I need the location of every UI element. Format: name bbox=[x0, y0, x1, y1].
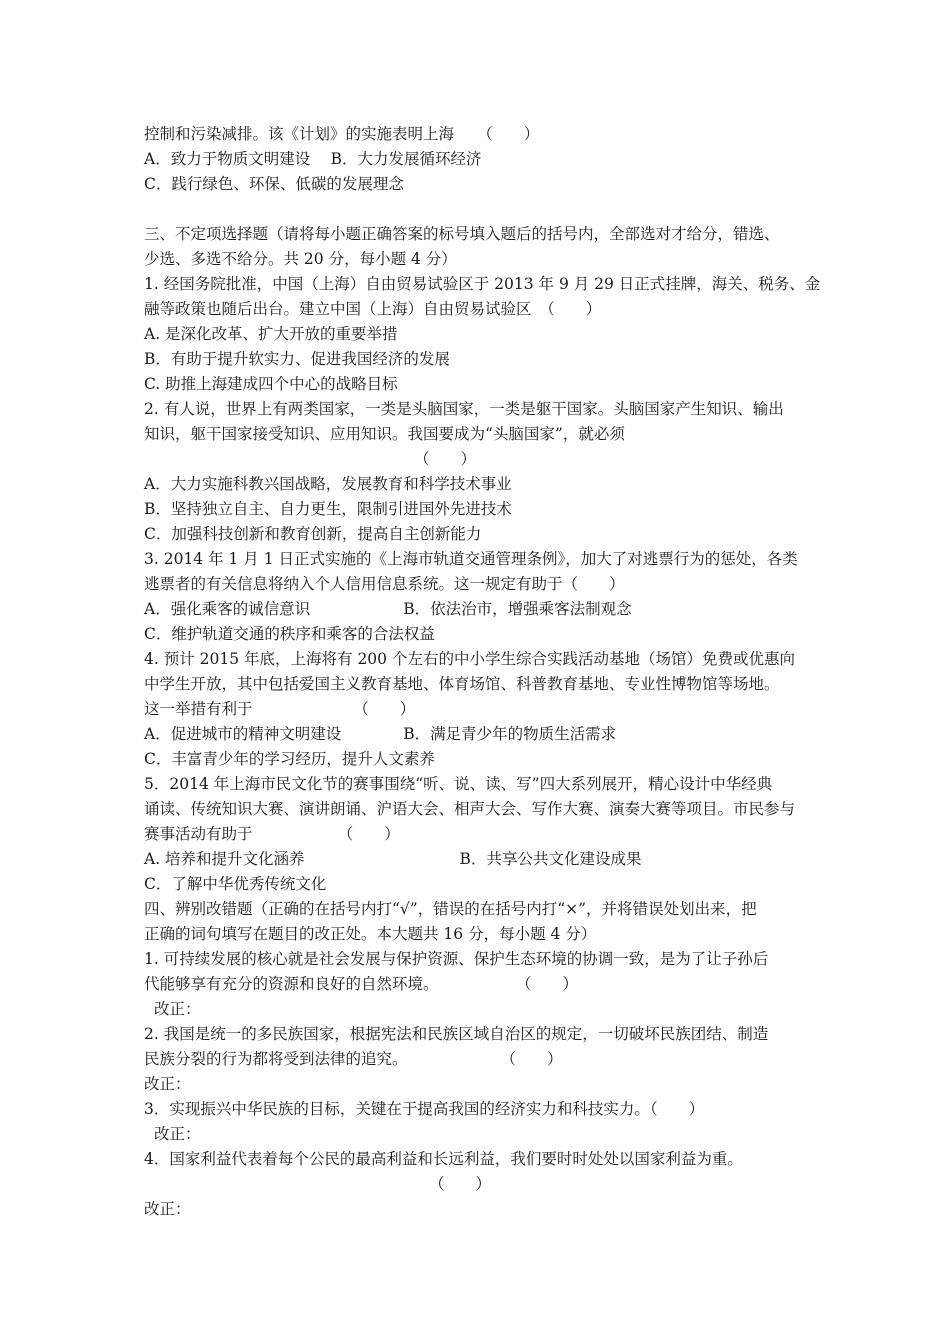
option-line: C．了解中华优秀传统文化 bbox=[144, 875, 327, 893]
correction-label: 改正： bbox=[154, 1125, 201, 1143]
option-line: A．致力于物质文明建设 B．大力发展循环经济 bbox=[144, 150, 482, 168]
question-line: 4．国家利益代表着每个公民的最高利益和长远利益，我们要时时处处以国家利益为重。 bbox=[144, 1150, 743, 1168]
question-line: 5．2014 年上海市民文化节的赛事围绕“听、说、读、写”四大系列展开，精心设计中华经典 bbox=[144, 775, 773, 793]
option-line: C．丰富青少年的学习经历，提升人文素养 bbox=[144, 750, 435, 768]
correction-label: 改正： bbox=[154, 1000, 201, 1018]
option-line: A. 培养和提升文化涵养 B．共享公共文化建设成果 bbox=[144, 850, 642, 868]
option-line: A．强化乘客的诚信意识 B．依法治市，增强乘客法制观念 bbox=[144, 600, 632, 618]
section-heading-cont: 正确的词句填写在题目的改正处。本大题共 16 分，每小题 4 分） bbox=[144, 925, 597, 943]
blank-gap bbox=[144, 197, 814, 222]
document-page bbox=[144, 122, 821, 1222]
question-line: 民族分裂的行为都将受到法律的追究。 （ ） bbox=[144, 1050, 563, 1068]
question-line: 1. 经国务院批准，中国（上海）自由贸易试验区于 2013 年 9 月 29 日正式挂牌，海关、税务、金 bbox=[144, 275, 821, 293]
question-line: 融等政策也随后出台。建立中国（上海）自由贸易试验区 （ ） bbox=[144, 300, 602, 318]
question-line: 知识，躯干国家接受知识、应用知识。我国要成为“头脑国家”，就必须 bbox=[144, 425, 625, 443]
option-line: C．践行绿色、环保、低碳的发展理念 bbox=[144, 175, 404, 193]
option-line: B．坚持独立自主、自力更生，限制引进国外先进技术 bbox=[144, 500, 512, 518]
question-line: 中学生开放，其中包括爱国主义教育基地、体育场馆、科普教育基地、专业性博物馆等场地。 bbox=[144, 675, 780, 693]
section-heading: 四、辨别改错题（正确的在括号内打“√”，错误的在括号内打“×”，并将错误处划出来，把 bbox=[144, 900, 757, 918]
correction-label: 改正： bbox=[144, 1075, 191, 1093]
question-line: 2. 有人说，世界上有两类国家，一类是头脑国家，一类是躯干国家。头脑国家产生知识、输出 bbox=[144, 400, 784, 418]
option-line: C．加强科技创新和教育创新，提高自主创新能力 bbox=[144, 525, 482, 543]
question-line: 代能够享有充分的资源和良好的自然环境。 （ ） bbox=[144, 975, 579, 993]
option-line: A．大力实施科教兴国战略，发展教育和科学技术事业 bbox=[144, 475, 512, 493]
option-line: C．维护轨道交通的秩序和乘客的合法权益 bbox=[144, 625, 435, 643]
answer-bracket: （ ） bbox=[414, 450, 477, 468]
option-line: B．有助于提升软实力、促进我国经济的发展 bbox=[144, 350, 450, 368]
question-line: 2. 我国是统一的多民族国家，根据宪法和民族区域自治区的规定，一切破坏民族团结、制造 bbox=[144, 1025, 769, 1043]
correction-label: 改正： bbox=[144, 1200, 191, 1218]
option-line: A. 是深化改革、扩大开放的重要举措 bbox=[144, 325, 398, 343]
option-line: A．促进城市的精神文明建设 B．满足青少年的物质生活需求 bbox=[144, 725, 617, 743]
question-line: 3．实现振兴中华民族的目标，关键在于提高我国的经济实力和科技实力。（ ） bbox=[144, 1100, 705, 1118]
question-line: 3. 2014 年 1 月 1 日正式实施的《上海市轨道交通管理条例》，加大了对逃票行为的惩处，各类 bbox=[144, 550, 798, 568]
answer-bracket: （ ） bbox=[429, 1175, 492, 1193]
question-line: 4. 预计 2015 年底，上海将有 200 个左右的中小学生综合实践活动基地（场馆）免费或优惠向 bbox=[144, 650, 795, 668]
section-heading-cont: 少选、多选不给分。共 20 分，每小题 4 分） bbox=[144, 250, 457, 268]
text-line: 控制和污染减排。该《计划》的实施表明上海 （ ） bbox=[144, 125, 540, 143]
section-heading: 三、不定项选择题（请将每小题正确答案的标号填入题后的括号内，全部选对才给分，错选、 bbox=[144, 225, 780, 243]
option-line: C. 助推上海建成四个中心的战略目标 bbox=[144, 375, 398, 393]
question-line: 1. 可持续发展的核心就是社会发展与保护资源、保护生态环境的协调一致，是为了让子孙后 bbox=[144, 950, 769, 968]
question-line: 诵读、传统知识大赛、演讲朗诵、沪语大会、相声大会、写作大赛、演奏大赛等项目。市民参与 bbox=[144, 800, 796, 818]
question-line: 赛事活动有助于 （ ） bbox=[144, 825, 400, 843]
question-line: 逃票者的有关信息将纳入个人信用信息系统。这一规定有助于（ ） bbox=[144, 575, 625, 593]
question-line: 这一举措有利于 （ ） bbox=[144, 700, 416, 718]
